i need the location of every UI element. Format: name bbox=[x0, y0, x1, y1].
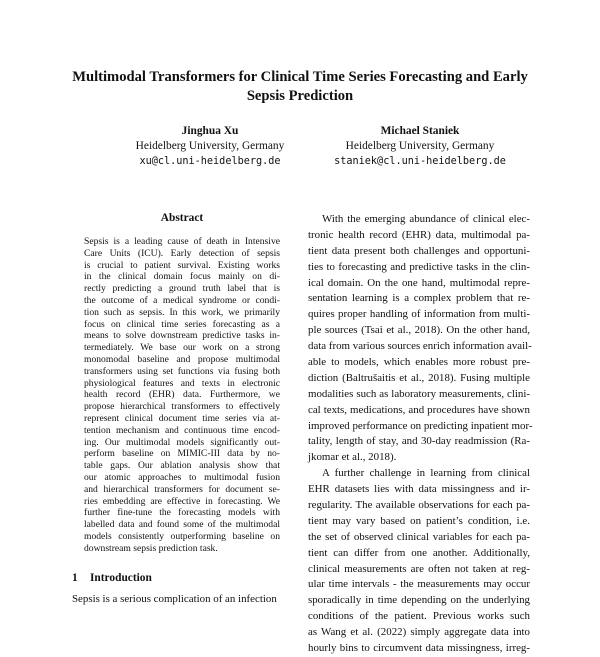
author-block-2 bbox=[305, 124, 535, 169]
abstract-line: models consistently outperforming baseline on bbox=[84, 530, 280, 542]
paper-title bbox=[40, 68, 560, 106]
abstract-body bbox=[84, 236, 280, 555]
author-name: Michael Staniek bbox=[380, 125, 460, 137]
body-line: hourly bins to circumvent data missingness, irreg- bbox=[308, 642, 530, 655]
body-line: A further challenge in learning from clinical bbox=[322, 467, 530, 480]
body-line: tronic health record (EHR) data, multimodal pa- bbox=[308, 228, 530, 241]
body-line: regularity. The available observations for each pa- bbox=[308, 499, 530, 512]
abstract-line: labelled data and found some of the multimodal bbox=[84, 519, 280, 531]
section-title: Introduction bbox=[90, 572, 152, 584]
body-line: ular time intervals - the measurements may occur bbox=[308, 578, 530, 591]
body-line: conditions of the patient. Previous works such bbox=[308, 610, 530, 623]
abstract-line: further fine-tune the forecasting models with bbox=[84, 507, 280, 519]
body-line: quires proper handling of information from multi- bbox=[308, 308, 530, 321]
abstract-line: in the clinical domain focus mainly on di- bbox=[84, 271, 280, 283]
abstract-line: our atomic approaches to multimodal fusion bbox=[84, 471, 280, 483]
right-column-body bbox=[308, 212, 533, 657]
abstract-line: monomodal baseline and propose multimodal bbox=[84, 353, 280, 365]
body-line: tient can differ from one another. Additionally, bbox=[308, 546, 530, 559]
title-line-2: Sepsis Prediction bbox=[246, 88, 354, 104]
body-line: diction (Baltrušaitis et al., 2018). Fusing multiple bbox=[308, 371, 530, 384]
abstract-line: rectly predicting a ground truth label that is bbox=[84, 283, 280, 295]
body-line: cal texts, medications, and procedures have shown bbox=[308, 403, 530, 416]
body-line: clinical measurements are often not taken at reg- bbox=[308, 562, 530, 575]
author-email: staniek@cl.uni-heidelberg.de bbox=[334, 156, 506, 167]
body-line: modalities such as laboratory measurements, clini- bbox=[308, 387, 530, 400]
abstract-line: downstream sepsis prediction task. bbox=[84, 542, 218, 554]
body-line: sporadically in time depending on the underlying bbox=[308, 594, 530, 607]
body-line: data from various sources enrich information avail- bbox=[308, 340, 532, 353]
abstract-line: ing. Our multimodal models significantly out- bbox=[84, 436, 280, 448]
body-line: tient may vary based on patient’s condition, i.e. bbox=[308, 514, 530, 527]
abstract-line: propose hierarchical transformers to effectively bbox=[84, 401, 280, 413]
author-affiliation: Heidelberg University, Germany bbox=[135, 140, 285, 152]
body-line: EHR datasets lies with data missingness and ir- bbox=[308, 483, 530, 496]
title-line-1: Multimodal Transformers for Clinical Time Series Forecasting and Early bbox=[72, 69, 528, 85]
author-affiliation: Heidelberg University, Germany bbox=[345, 140, 495, 152]
abstract-line: perform baseline on MIMIC-III data by no- bbox=[84, 448, 280, 460]
abstract-line: and hierarchical transformers for document se- bbox=[84, 483, 280, 495]
abstract-line: Care Units (ICU). Early detection of sepsis bbox=[84, 247, 280, 259]
body-line: improved performance on predicting inpatient mor- bbox=[308, 419, 533, 432]
abstract-line: represent clinical document time series via at- bbox=[84, 412, 280, 424]
section-heading-introduction bbox=[72, 572, 152, 584]
abstract-line: Sepsis is a leading cause of death in Intensive bbox=[84, 236, 280, 247]
abstract-line: transformers using set functions via fusing both bbox=[84, 365, 280, 377]
abstract-line: means to solve downstream predictive tasks in- bbox=[84, 330, 280, 342]
abstract-line: focus on clinical time series forecasting as a bbox=[84, 318, 280, 330]
body-line: the set of observed clinical variables for each pa- bbox=[308, 530, 530, 543]
body-line: sentation learning is a complex problem that re- bbox=[308, 292, 530, 305]
body-line: jkomar et al., 2018). bbox=[308, 451, 397, 464]
body-line: With the emerging abundance of clinical elec- bbox=[322, 213, 530, 225]
abstract-line: the outcome of a medical syndrome or condi- bbox=[84, 294, 280, 306]
abstract-line: is crucial to patient survival. Existing works bbox=[84, 259, 280, 271]
abstract-line: table gaps. Our ablation analysis show that bbox=[84, 460, 280, 472]
section-number: 1 bbox=[72, 572, 78, 584]
body-line: ical domain. On the one hand, multimodal repre- bbox=[308, 276, 530, 289]
abstract-line: tion such as sepsis. In this work, we primarily bbox=[84, 306, 280, 318]
intro-first-line: Sepsis is a serious complication of an infection bbox=[72, 593, 277, 605]
author-name: Jinghua Xu bbox=[181, 125, 239, 137]
abstract-line: physiological features and texts in electronic bbox=[84, 377, 280, 389]
abstract-line: health record (EHR) data. Furthermore, we bbox=[84, 389, 280, 401]
author-email: xu@cl.uni-heidelberg.de bbox=[139, 156, 281, 167]
body-line: as Wang et al. (2022) simply aggregate data into bbox=[308, 626, 530, 639]
body-line: tient data present both challenges and opportuni- bbox=[308, 244, 530, 257]
abstract-line: ries embedding are effective in forecasting. We bbox=[84, 495, 280, 507]
body-line: ple sources (Tsai et al., 2018). On the other hand, bbox=[308, 324, 530, 337]
body-line: ties to forecasting and predictive tasks in the clin- bbox=[308, 260, 530, 273]
abstract-line: tention mechanism and continuous time encod- bbox=[84, 424, 280, 436]
body-line: able to models, which enables more robust pre- bbox=[308, 356, 530, 369]
body-line: tality, length of stay, and 30-day readmission (Ra- bbox=[308, 435, 530, 448]
abstract-line: termediately. We base our work on a strong bbox=[84, 342, 280, 354]
author-block-1 bbox=[95, 124, 325, 169]
abstract-heading: Abstract bbox=[160, 212, 204, 224]
